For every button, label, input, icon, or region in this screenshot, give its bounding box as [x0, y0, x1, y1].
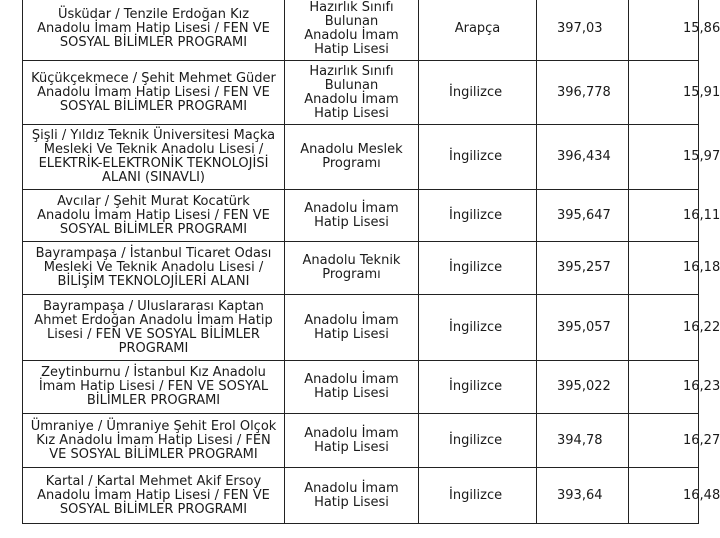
school-name-line: Küçükçekmece / Şehit Mehmet Güder — [31, 70, 276, 86]
language-cell: İngilizce — [419, 361, 537, 414]
school-name-line: Ahmet Erdoğan Anadolu İmam Hatip — [34, 312, 273, 328]
school-type-line: Hatip Lisesi — [314, 105, 389, 121]
school-name-cell — [23, 414, 285, 468]
school-name-line: Şişli / Yıldız Teknik Üniversitesi Maçka — [31, 128, 276, 143]
school-type-line: Programı — [322, 267, 381, 282]
school-name-line: PROGRAMI — [118, 340, 189, 356]
base-score-cell: 395,647 — [537, 190, 629, 242]
school-type-line: Hazırlık Sınıfı — [309, 0, 394, 15]
language-cell: İngilizce — [419, 61, 537, 125]
base-score-cell: 396,434 — [537, 125, 629, 190]
school-type-line: Anadolu İmam — [304, 200, 399, 216]
base-score-cell: 395,022 — [537, 361, 629, 414]
percentile-cell: 16,27 — [629, 414, 699, 468]
language-cell: İngilizce — [419, 295, 537, 361]
school-type-line: Hatip Lisesi — [314, 439, 389, 455]
school-type-cell — [285, 361, 419, 414]
school-type-line: Anadolu İmam — [304, 372, 399, 387]
school-name-line: Mesleki Ve Teknik Anadolu Lisesi / — [43, 260, 264, 275]
school-name-line: Kartal / Kartal Mehmet Akif Ersoy — [45, 473, 262, 489]
school-name-cell — [23, 125, 285, 190]
school-type-line: Anadolu Meslek — [300, 142, 403, 157]
school-name-line: Anadolu İmam Hatip Lisesi / FEN VE — [37, 207, 270, 223]
table-row — [23, 0, 699, 61]
school-type-line: Anadolu Teknik — [302, 253, 401, 268]
school-type-cell — [285, 190, 419, 242]
school-name-line: BİLİMLER PROGRAMI — [86, 393, 221, 408]
school-name-line: Üsküdar / Tenzile Erdoğan Kız — [57, 7, 250, 22]
school-name-line: Lisesi / FEN VE SOSYAL BİLİMLER — [47, 326, 260, 342]
school-type-line: Hatip Lisesi — [314, 386, 389, 401]
base-score-cell: 395,257 — [537, 242, 629, 295]
percentile-cell: 16,48 — [629, 468, 699, 524]
school-name-line: BİLİŞİM TEKNOLOJİLERİ ALANI — [57, 274, 250, 289]
school-type-cell — [285, 61, 419, 125]
school-name-cell — [23, 295, 285, 361]
school-name-cell — [23, 61, 285, 125]
percentile-cell: 15,97 — [629, 125, 699, 190]
school-type-line: Hatip Lisesi — [314, 494, 389, 510]
school-type-line: Anadolu İmam — [304, 312, 399, 328]
base-score-cell: 396,778 — [537, 61, 629, 125]
school-type-cell — [285, 295, 419, 361]
school-type-line: Bulunan — [324, 14, 379, 29]
table-row — [23, 361, 699, 414]
school-name-line: Anadolu İmam Hatip Lisesi / FEN VE — [37, 84, 270, 100]
base-score-cell: 393,64 — [537, 468, 629, 524]
school-type-line: Hatip Lisesi — [314, 326, 389, 342]
school-type-line: Hatip Lisesi — [314, 214, 389, 230]
school-type-line: Programı — [322, 156, 381, 171]
percentile-cell: 16,11 — [629, 190, 699, 242]
school-type-line: Hatip Lisesi — [314, 42, 389, 57]
school-type-line: Hazırlık Sınıfı — [309, 63, 394, 79]
language-cell: Arapça — [419, 0, 537, 61]
school-name-cell — [23, 0, 285, 61]
table-row — [23, 468, 699, 524]
table-row — [23, 295, 699, 361]
percentile-cell: 16,22 — [629, 295, 699, 361]
school-name-line: Kız Anadolu İmam Hatip Lisesi / FEN — [36, 432, 271, 448]
school-ranking-table — [22, 0, 720, 524]
school-name-line: Ümraniye / Ümraniye Şehit Erol Olçok — [30, 418, 277, 434]
school-type-line: Anadolu İmam — [304, 480, 399, 496]
school-name-line: SOSYAL BİLİMLER PROGRAMI — [59, 98, 248, 114]
language-cell: İngilizce — [419, 190, 537, 242]
table-row — [23, 190, 699, 242]
school-name-line: Anadolu İmam Hatip Lisesi / FEN VE — [37, 487, 270, 503]
school-name-cell — [23, 361, 285, 414]
table-row — [23, 414, 699, 468]
school-name-cell — [23, 242, 285, 295]
table-row — [23, 61, 699, 125]
school-name-line: VE SOSYAL BİLİMLER PROGRAMI — [49, 446, 258, 462]
school-name-line: SOSYAL BİLİMLER PROGRAMI — [59, 35, 248, 50]
language-cell: İngilizce — [419, 468, 537, 524]
percentile-cell: 16,23 — [629, 361, 699, 414]
table-row — [23, 242, 699, 295]
table-row — [23, 125, 699, 190]
school-name-line: Avcılar / Şehit Murat Kocatürk — [57, 193, 250, 209]
school-table-container — [22, 0, 720, 524]
school-name-line: Anadolu İmam Hatip Lisesi / FEN VE — [37, 21, 270, 36]
school-name-line: ELEKTRİK-ELEKTRONİK TEKNOLOJİSİ — [38, 156, 269, 171]
school-name-cell — [23, 468, 285, 524]
school-name-line: Bayrampaşa / İstanbul Ticaret Odası — [35, 246, 272, 261]
school-name-line: SOSYAL BİLİMLER PROGRAMI — [59, 221, 248, 237]
language-cell: İngilizce — [419, 242, 537, 295]
school-name-line: ALANI (SINAVLI) — [101, 170, 205, 185]
school-name-line: SOSYAL BİLİMLER PROGRAMI — [59, 501, 248, 517]
language-cell: İngilizce — [419, 414, 537, 468]
school-name-line: Zeytinburnu / İstanbul Kız Anadolu — [41, 365, 266, 380]
percentile-cell: 15,91 — [629, 61, 699, 125]
school-type-line: Anadolu İmam — [304, 28, 399, 43]
percentile-cell: 15,86 — [629, 0, 699, 61]
school-type-cell — [285, 468, 419, 524]
base-score-cell: 395,057 — [537, 295, 629, 361]
school-type-line: Bulunan — [324, 77, 379, 93]
school-type-cell — [285, 0, 419, 61]
school-name-cell — [23, 190, 285, 242]
language-cell: İngilizce — [419, 125, 537, 190]
base-score-cell: 397,03 — [537, 0, 629, 61]
percentile-cell: 16,18 — [629, 242, 699, 295]
school-name-line: Bayrampaşa / Uluslararası Kaptan — [43, 298, 264, 314]
school-type-cell — [285, 414, 419, 468]
school-name-line: İmam Hatip Lisesi / FEN VE SOSYAL — [38, 379, 269, 394]
base-score-cell: 394,78 — [537, 414, 629, 468]
table-body — [23, 0, 720, 524]
school-type-line: Anadolu İmam — [304, 91, 399, 107]
school-type-cell — [285, 242, 419, 295]
school-name-line: Mesleki Ve Teknik Anadolu Lisesi / — [43, 142, 264, 157]
school-type-cell — [285, 125, 419, 190]
school-type-line: Anadolu İmam — [304, 425, 399, 441]
